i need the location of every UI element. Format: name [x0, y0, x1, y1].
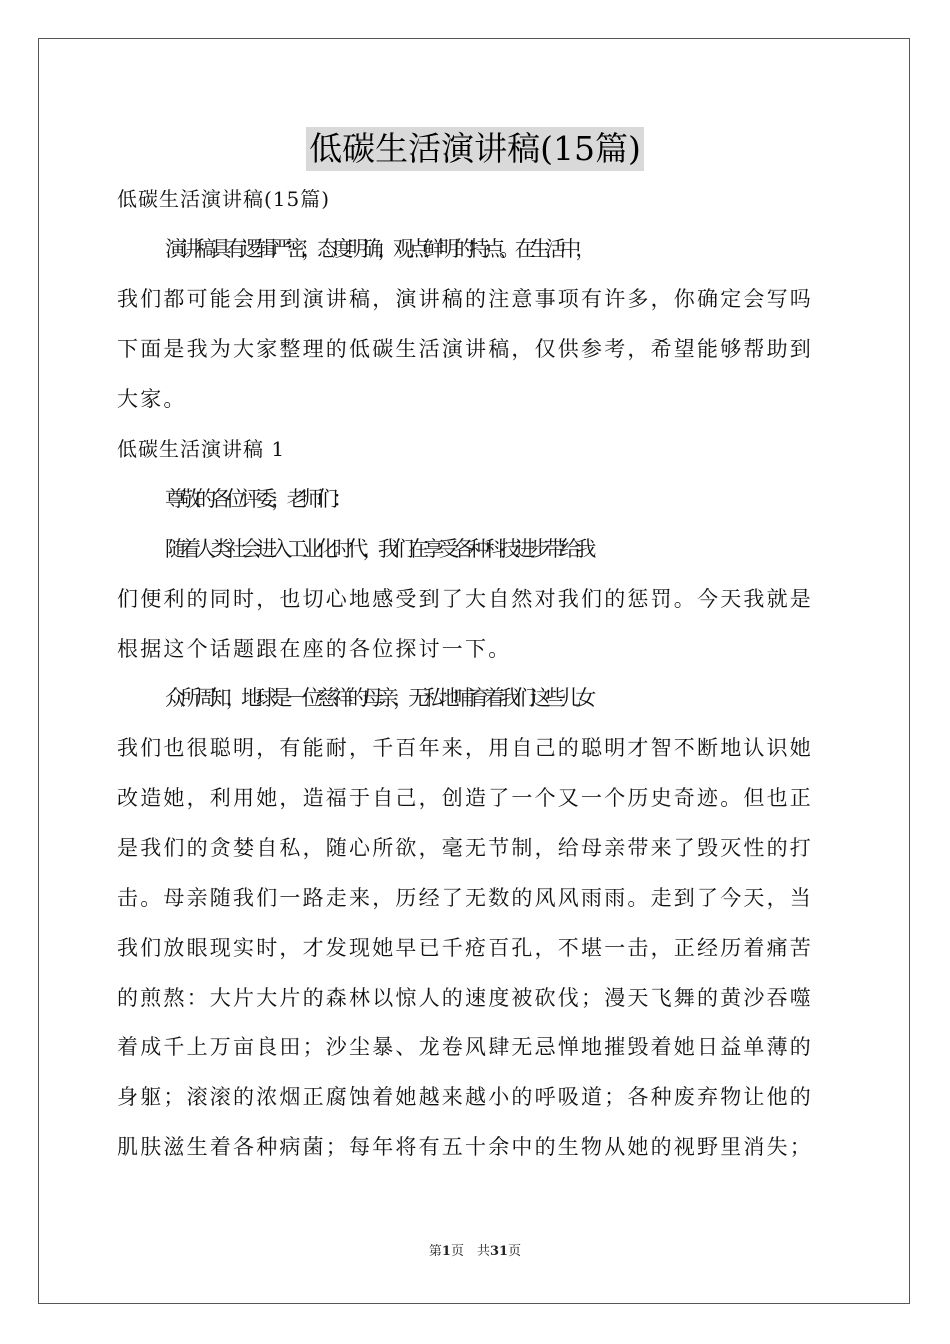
- paragraph-line: 们便利的同时，也切心地感受到了大自然对我们的惩罚。今天我就是: [117, 587, 813, 611]
- paragraph-line: 是我们的贪婪自私，随心所欲，毫无节制，给母亲带来了毁灭性的打: [117, 836, 813, 860]
- paragraph-line: 随着人类社会进入工业化时代，我们在享受各种科技进步带给我: [165, 537, 591, 561]
- intro-line: 大家。: [117, 387, 187, 411]
- paragraph-line: 身躯；滚滚的浓烟正腐蚀着她越来越小的呼吸道；各种废弃物让他的: [117, 1085, 813, 1109]
- paragraph-line: 的煎熬：大片大片的森林以惊人的速度被砍伐；漫天飞舞的黄沙吞噬: [117, 986, 813, 1010]
- paragraph-line: 我们放眼现实时，才发现她早已千疮百孔，不堪一击，正经历着痛苦: [117, 936, 813, 960]
- footer-page-prefix: 第: [428, 1244, 442, 1259]
- intro-line: 演讲稿具有逻辑严密，态度明确，观点鲜明的特点。在生活中，: [165, 237, 591, 261]
- footer-page-number: 1: [441, 1244, 451, 1259]
- paragraph-line: 肌肤滋生着各种病菌；每年将有五十余中的生物从她的视野里消失；: [117, 1135, 813, 1159]
- paragraph-line: 着成千上万亩良田；沙尘暴、龙卷风肆无忌惮地摧毁着她日益单薄的: [117, 1035, 813, 1059]
- salutation: 尊敬的各位评委，老师们：: [165, 487, 348, 511]
- footer-page-suffix: 页: [508, 1244, 522, 1259]
- paragraph-line: 我们也很聪明，有能耐，千百年来，用自己的聪明才智不断地认识她: [117, 736, 813, 760]
- paragraph-line: 众所周知，地球是一位慈祥的母亲，无私地哺育着我们这些儿女: [165, 686, 591, 710]
- paragraph-line: 击。母亲随我们一路走来，历经了无数的风风雨雨。走到了今天，当: [117, 886, 813, 910]
- paragraph-line: 改造她，利用她，造福于自己，创造了一个又一个历史奇迹。但也正: [117, 786, 813, 810]
- section-heading: 低碳生活演讲稿 1: [117, 437, 286, 461]
- page-border: [38, 38, 910, 1304]
- intro-line: 下面是我为大家整理的低碳生活演讲稿，仅供参考，希望能够帮助到: [117, 337, 813, 361]
- paragraph-line: 根据这个话题跟在座的各位探讨一下。: [117, 637, 512, 661]
- document-title: [0, 127, 950, 171]
- footer-page-total: 31: [489, 1244, 509, 1259]
- intro-line: 我们都可能会用到演讲稿，演讲稿的注意事项有许多，你确定会写吗: [117, 287, 813, 311]
- document-subtitle: 低碳生活演讲稿(15篇): [117, 187, 331, 211]
- document-title-text: 低碳生活演讲稿(15篇): [306, 127, 644, 171]
- footer-page-mid: 页 共: [450, 1244, 490, 1259]
- page-footer: [0, 1243, 950, 1261]
